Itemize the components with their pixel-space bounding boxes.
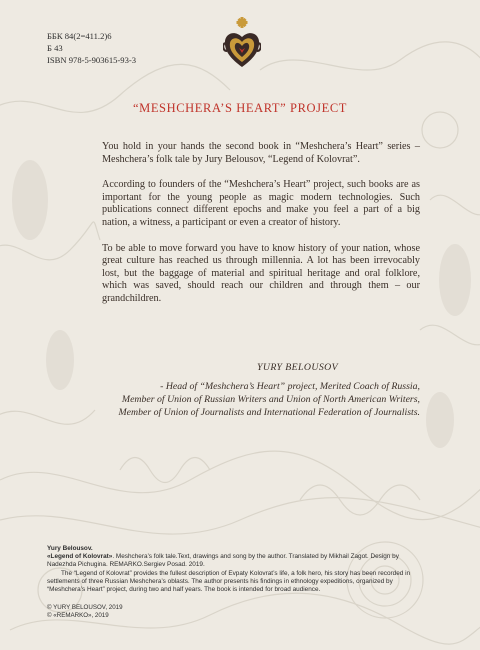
paragraph: To be able to move forward you have to know history of your nation, whose great culture has reached us through millennia. A lot has been irrevocably lost, but the baggage of material and spiritual heritage and oral folklore, which was saved, should reach our children and through them – our grandchildren. [102,242,420,304]
page-title: “MESHCHERA’S HEART” PROJECT [132,101,348,115]
bbk-code: ББК 84(2=411.2)6 [47,31,112,41]
isbn: ISBN 978-5-903615-93-3 [47,55,137,65]
copyright-line: © «REMARKO», 2019 [47,612,109,620]
signature-block [102,361,420,419]
signature-line: Member of Union of Russian Writers and Union of North American Writers, [121,394,420,405]
signature-line: - Head of “Meshchera’s Heart” project, Merited Coach of Russia, [160,381,420,392]
imprint-description: The “Legend of Kolovrat” provides the fullest description of Evpaty Kolovrat’s life, a folk hero, his story has been recorded in settlements of three Russian Meshchera’s oblasts. The author presents his findings in ethnology expeditions, organized by “Meshchera’s Heart” project, during two and half years. The book is intended for broad audience. [47,569,411,594]
imprint-block [47,545,427,594]
author-mark: Б 43 [47,43,63,53]
copyright-line: © YURY BELOUSOV, 2019 [47,604,123,611]
signature-line: Member of Union of Journalists and International Federation of Journalists. [118,407,420,418]
paragraph: According to founders of the “Meshchera’s Heart” project, such books are as important for the young people as magic modern technologies. Such publications connect different epochs and make you feel a part of a big nation, a witness, a participant or even a creator of history. [102,179,420,228]
imprint-book-title: «Legend of Kolovrat» [47,553,113,561]
body-text [102,141,420,319]
imprint-title-line [47,553,427,569]
meshchera-heart-emblem-icon [223,15,261,73]
imprint-author: Yury Belousov. [47,545,93,552]
signature-name: YURY BELOUSOV [257,362,338,373]
imprint-credits: . Meshchera’s folk tale.Text, drawings and song by the author. Translated by Mikhail Zagot. Design by Nadezhda Pichugina. REMARKO.Sergiev Posad. 2019. [47,553,399,569]
paragraph: You hold in your hands the second book in “Meshchera’s Heart” series – Meshchera’s folk tale by Jury Belousov, “Legend of Kolovrat”. [102,141,420,165]
copyright-block [47,604,123,621]
bibliographic-info [47,30,136,66]
